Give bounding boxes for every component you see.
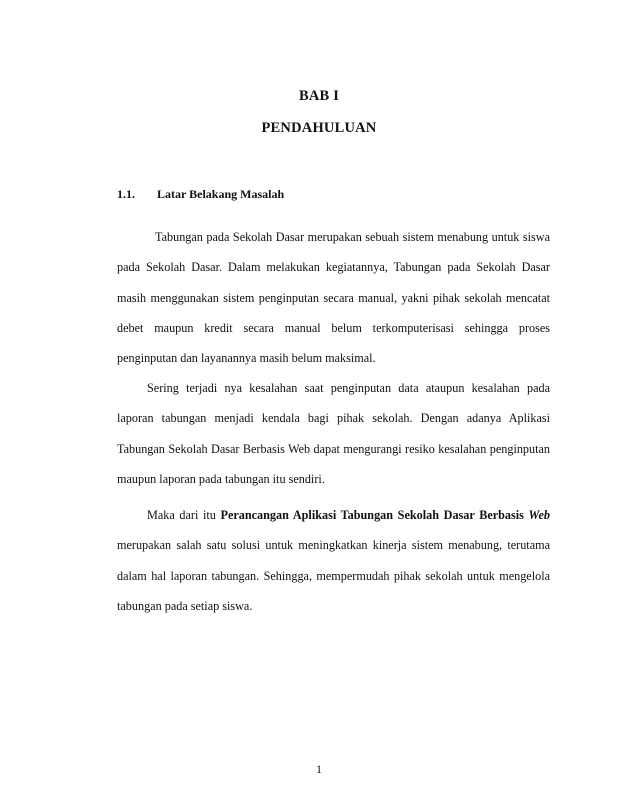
- paragraph-3-rest: merupakan salah satu solusi untuk meningkatkan kinerja sistem menabung, terutama dalam hal laporan tabungan. Sehingga, mempermudah pihak sekolah untuk mengelola tabungan pada setiap siswa.: [117, 538, 550, 613]
- section-number: 1.1.: [117, 187, 135, 201]
- paragraph-3: [117, 500, 550, 621]
- section-title: Latar Belakang Masalah: [157, 187, 285, 201]
- paragraph-3-bold-title: Perancangan Aplikasi Tabungan Sekolah Dasar Berbasis: [220, 508, 529, 522]
- paragraph-3-intro: Maka dari itu: [147, 508, 221, 522]
- paragraph-3-bold-italic-web: Web: [528, 508, 550, 522]
- page-number: 1: [316, 762, 322, 776]
- section-heading: [117, 187, 284, 202]
- chapter-title: PENDAHULUAN: [261, 120, 377, 136]
- paragraph-2: Sering terjadi nya kesalahan saat penginputan data ataupun kesalahan pada laporan tabungan menjadi kendala bagi pihak sekolah. Dengan adanya Aplikasi Tabungan Sekolah Dasar Berbasis Web dapat mengurangi resiko kesalahan penginputan maupun laporan pada tabungan itu sendiri.: [117, 381, 550, 486]
- chapter-number: BAB I: [298, 88, 340, 104]
- paragraph-1: Tabungan pada Sekolah Dasar merupakan sebuah sistem menabung untuk siswa pada Sekolah Dasar. Dalam melakukan kegiatannya, Tabungan pada Sekolah Dasar masih menggunakan sistem penginputan secara manual, yakni pihak sekolah mencatat debet maupun kredit secara manual belum terkomputerisasi sehingga proses penginputan dan layanannya masih belum maksimal.: [117, 230, 550, 366]
